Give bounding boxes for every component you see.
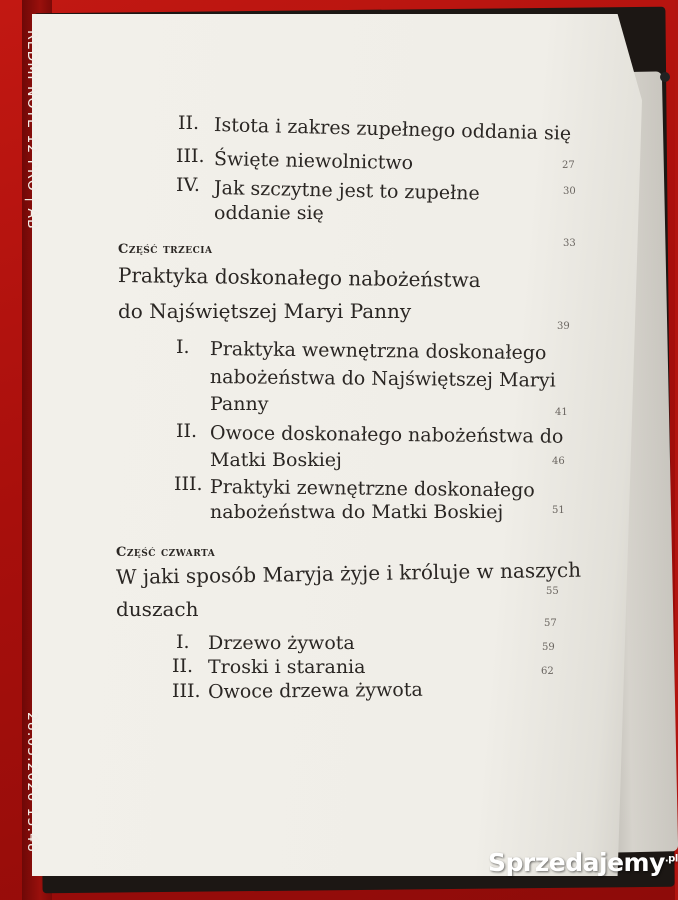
toc-entry-line: Troski i starania <box>208 656 366 678</box>
part-heading: Część czwarta <box>116 545 216 560</box>
toc-numeral: II. <box>178 112 200 134</box>
part-heading: Część trzecia <box>118 242 213 257</box>
toc-numeral: III. <box>176 145 205 167</box>
toc-entry-line: Istota i zakres zupełnego oddania się <box>213 114 572 145</box>
toc-entry-line: Praktyka wewnętrzna doskonałego <box>209 338 547 365</box>
toc-entry-line: nabożeństwa do Matki Boskiej <box>210 501 504 523</box>
camera-brand-text: REDMI NOTE 12 PRO | AB <box>24 30 40 230</box>
toc-page-number: 59 <box>542 642 555 653</box>
camera-watermark <box>24 30 46 870</box>
toc-page-number: 46 <box>552 456 565 467</box>
toc-numeral: I. <box>176 631 190 653</box>
toc-page-number: 41 <box>555 407 568 418</box>
toc-numeral: II. <box>176 420 198 442</box>
toc-page-number: 39 <box>557 321 570 332</box>
toc-page-number: 27 <box>562 160 575 171</box>
toc-entry-line: Praktyki zewnętrzne doskonałego <box>209 476 535 502</box>
sprzedajemy-logo <box>488 848 678 877</box>
toc-page-number: 33 <box>563 238 576 249</box>
logo-text: Sprzedajemy <box>488 848 665 877</box>
part-title-line: W jaki sposób Maryja żyje i króluje w naszych <box>115 557 582 589</box>
toc-numeral: II. <box>172 655 194 677</box>
part-title-line: Praktyka doskonałego nabożeństwa <box>117 263 481 293</box>
toc-entry-line: Panny <box>210 393 269 415</box>
part-title-line: do Najświętszej Maryi Panny <box>118 299 412 323</box>
toc-numeral: III. <box>174 473 203 495</box>
toc-numeral: IV. <box>176 174 200 196</box>
toc-page-number: 51 <box>552 505 565 516</box>
toc-page-number: 57 <box>544 618 557 629</box>
logo-suffix: .pl <box>664 853 678 865</box>
camera-datetime-text: 28.03.2026 13:48 <box>24 712 40 853</box>
toc-page-number: 62 <box>541 666 554 677</box>
part-title-line: duszach <box>116 597 199 621</box>
toc-entry-line: Drzewo żywota <box>208 632 355 654</box>
toc-page-number: 55 <box>546 586 559 597</box>
toc-entry-line: Święte niewolnictwo <box>213 148 414 175</box>
toc-entry-line: Owoce drzewa żywota <box>207 678 423 703</box>
toc-entry-line: Jak szczytne jest to zupełne <box>213 177 480 205</box>
toc-numeral: III. <box>172 680 201 702</box>
toc-page-number: 30 <box>563 186 576 197</box>
toc-entry-line: oddanie się <box>214 202 324 224</box>
toc-entry-line: Matki Boskiej <box>210 449 342 471</box>
toc-entry-line: Owoce doskonałego nabożeństwa do <box>209 422 564 448</box>
toc-numeral: I. <box>176 336 190 358</box>
toc-entry-line: nabożeństwa do Najświętszej Maryi <box>209 366 556 392</box>
